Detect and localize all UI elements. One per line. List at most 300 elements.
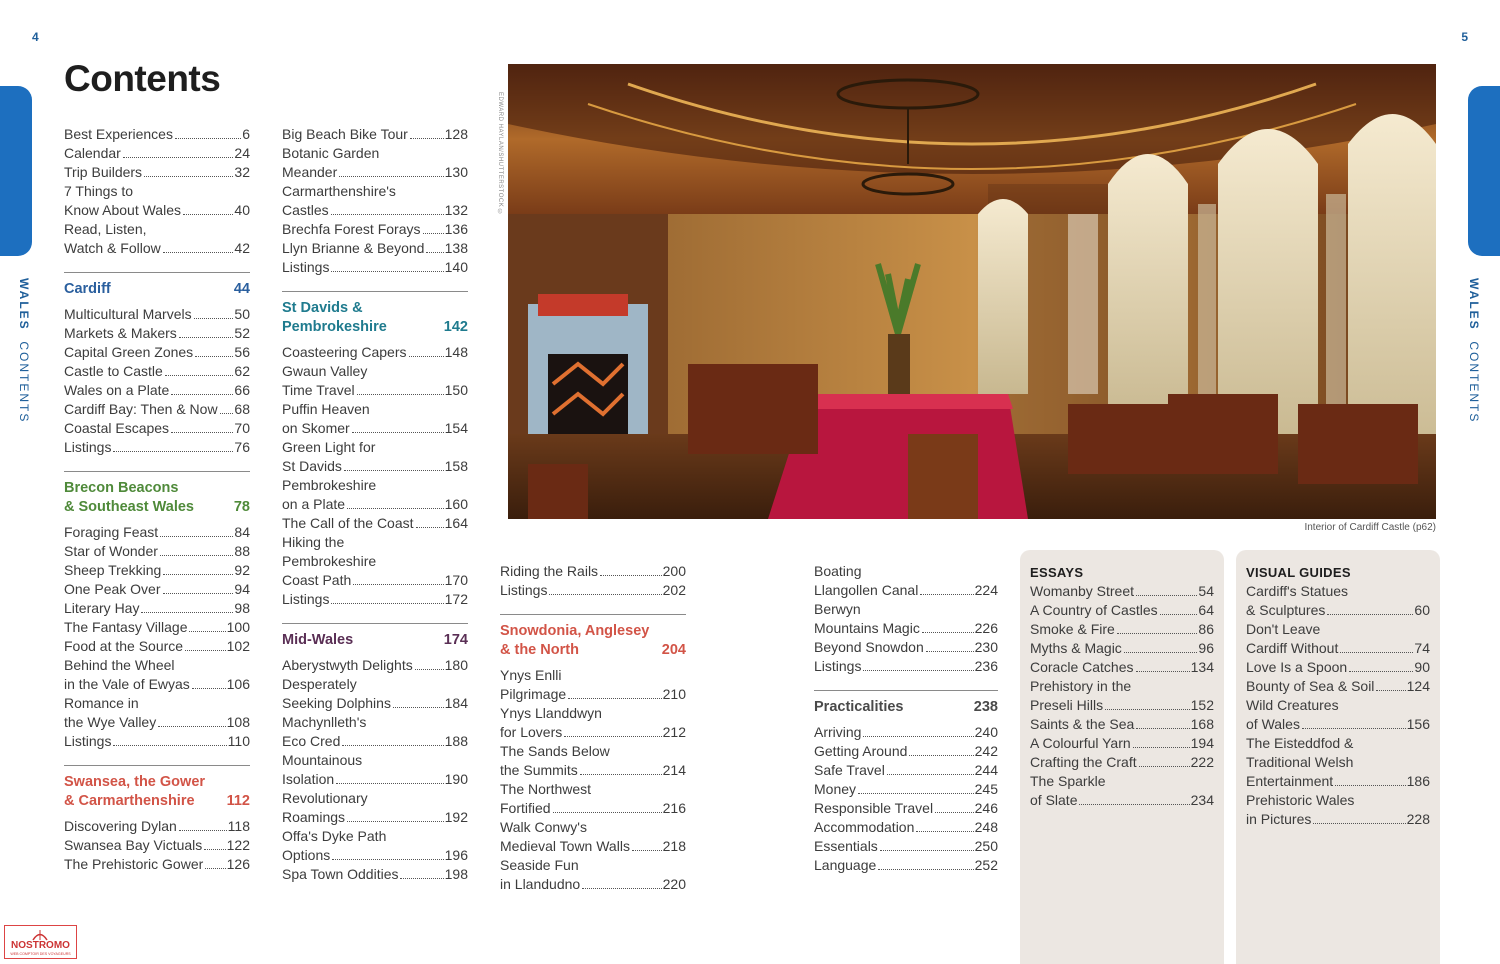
section-title: Practicalities — [814, 699, 904, 715]
toc-entry-line: Gwaun Valley — [282, 363, 368, 379]
toc-page-number: 148 — [444, 344, 468, 360]
toc-entry-line: The Eisteddfod & — [1246, 735, 1354, 751]
dot-leader — [339, 176, 443, 177]
toc-entry-title: Pilgrimage — [500, 686, 567, 702]
dot-leader — [342, 745, 443, 746]
dot-leader — [568, 698, 662, 699]
dot-leader — [863, 670, 973, 671]
toc-entry[interactable] — [64, 324, 250, 343]
toc-entry[interactable] — [500, 837, 686, 856]
section-title-row — [500, 622, 686, 641]
toc-page-number: 66 — [234, 382, 250, 398]
cardiff-castle-photo — [508, 64, 1436, 519]
toc-entry[interactable] — [64, 836, 250, 855]
visual-guides-list — [1246, 582, 1430, 829]
toc-entry-title: for Lovers — [500, 724, 563, 740]
toc-entry-title: Aberystwyth Delights — [282, 657, 413, 673]
dot-leader — [195, 356, 233, 357]
toc-page-number: 154 — [444, 420, 468, 436]
toc-entry[interactable] — [64, 732, 250, 751]
toc-entry[interactable] — [814, 761, 998, 780]
toc-entry[interactable] — [282, 846, 468, 865]
toc-entry[interactable] — [282, 656, 468, 675]
toc-entry-title: Listings — [282, 591, 330, 607]
toc-entry-line: The Sparkle — [1030, 773, 1106, 789]
toc-entry[interactable] — [1246, 810, 1430, 829]
toc-entry-title: Mountains Magic — [814, 620, 920, 636]
section-title-row — [64, 773, 250, 792]
dot-leader — [1105, 709, 1190, 710]
toc-entry[interactable] — [64, 561, 250, 580]
dot-leader — [1160, 614, 1198, 615]
toc-entry[interactable] — [64, 817, 250, 836]
toc-entry[interactable] — [282, 343, 468, 362]
section-title: Brecon Beacons — [64, 480, 179, 496]
toc-page-number: 252 — [974, 857, 998, 873]
toc-entry-title: Money — [814, 781, 857, 797]
dot-leader — [331, 271, 443, 272]
dot-leader — [332, 859, 443, 860]
toc-entry[interactable] — [64, 438, 250, 457]
toc-page-number: 96 — [1198, 640, 1214, 656]
toc-entry[interactable] — [814, 799, 998, 818]
toc-entry-title: Brechfa Forest Forays — [282, 221, 421, 237]
dot-leader — [926, 651, 974, 652]
dot-leader — [1349, 671, 1413, 672]
toc-entry[interactable] — [282, 732, 468, 751]
side-label-right — [1467, 278, 1481, 423]
toc-page-number: 150 — [444, 382, 468, 398]
toc-entry[interactable] — [814, 638, 998, 657]
toc-entry-title: of Wales — [1246, 716, 1300, 732]
toc-page-number: 100 — [226, 619, 250, 635]
toc-entry-title: Isolation — [282, 771, 335, 787]
toc-entry-title: Listings — [282, 259, 330, 275]
toc-page-number: 92 — [234, 562, 250, 578]
toc-entry[interactable] — [500, 562, 686, 581]
toc-entry-title: Sheep Trekking — [64, 562, 162, 578]
toc-entry-title: Getting Around — [814, 743, 908, 759]
dot-leader — [1124, 652, 1198, 653]
toc-entry[interactable] — [1030, 791, 1214, 810]
section-title-row — [282, 318, 468, 337]
toc-entry-title: Arriving — [814, 724, 862, 740]
toc-entry[interactable] — [1030, 715, 1214, 734]
toc-entry-title: Bounty of Sea & Soil — [1246, 678, 1375, 694]
page-number-left: 4 — [32, 30, 39, 44]
dot-leader — [423, 233, 444, 234]
section-heading[interactable] — [64, 765, 250, 811]
toc-page-number: 170 — [444, 572, 468, 588]
section-title: Cardiff — [64, 281, 111, 297]
toc-page-number: 226 — [974, 620, 998, 636]
section-title: & the North — [500, 642, 579, 658]
toc-page-number: 216 — [662, 800, 686, 816]
toc-page-number: 194 — [1190, 735, 1214, 751]
toc-entry-title: Safe Travel — [814, 762, 885, 778]
toc-entry[interactable] — [1246, 639, 1430, 658]
toc-page-number: 98 — [234, 600, 250, 616]
toc-page-number: 94 — [234, 581, 250, 597]
visual-guides-heading: VISUAL GUIDES — [1246, 565, 1351, 580]
toc-page-number: 228 — [1406, 811, 1430, 827]
section-title-row — [64, 498, 250, 517]
toc-page-number: 84 — [234, 524, 250, 540]
toc-entry-title: Listings — [64, 733, 112, 749]
toc-entry[interactable] — [1246, 658, 1430, 677]
dot-leader — [160, 555, 234, 556]
toc-entry-line: Mountainous — [282, 752, 363, 768]
toc-entry-title: Crafting the Craft — [1030, 754, 1137, 770]
toc-entry[interactable] — [1030, 620, 1214, 639]
toc-entry-title: The Call of the Coast — [282, 515, 414, 531]
dot-leader — [331, 603, 443, 604]
toc-entry-title: Coastal Escapes — [64, 420, 170, 436]
toc-entry-line: Offa's Dyke Path — [282, 828, 387, 844]
toc-entry[interactable] — [64, 343, 250, 362]
toc-page-number: 210 — [662, 686, 686, 702]
nostromo-logo — [4, 925, 77, 959]
toc-entry-title: Entertainment — [1246, 773, 1334, 789]
toc-page-number: 234 — [1190, 792, 1214, 808]
section-title-row — [64, 479, 250, 498]
toc-page-number: 180 — [444, 657, 468, 673]
section-heading[interactable] — [64, 272, 250, 299]
dot-leader — [415, 669, 444, 670]
toc-entry[interactable] — [1246, 715, 1430, 734]
toc-entry-title: on Skomer — [282, 420, 350, 436]
section-heading[interactable] — [64, 471, 250, 517]
toc-entry-title: Cardiff Without — [1246, 640, 1339, 656]
toc-entry[interactable] — [282, 125, 468, 144]
toc-entry-title: Womanby Street — [1030, 583, 1135, 599]
toc-page-number: 220 — [662, 876, 686, 892]
toc-page-number: 186 — [1406, 773, 1430, 789]
toc-entry-line: Pembrokeshire — [282, 553, 377, 569]
dot-leader — [1136, 728, 1189, 729]
toc-column-3 — [500, 562, 686, 894]
toc-entry-line: Romance in — [64, 695, 139, 711]
toc-entry[interactable] — [64, 144, 250, 163]
toc-entry-line: The Northwest — [500, 781, 592, 797]
toc-page-number: 88 — [234, 543, 250, 559]
toc-entry[interactable] — [64, 675, 250, 694]
toc-entry[interactable] — [500, 799, 686, 818]
toc-entry[interactable] — [64, 523, 250, 542]
toc-entry[interactable] — [500, 685, 686, 704]
toc-page-number: 52 — [234, 325, 250, 341]
side-label-left — [17, 278, 31, 423]
toc-section — [282, 291, 468, 609]
section-heading[interactable] — [500, 614, 686, 660]
toc-entry[interactable] — [1030, 658, 1214, 677]
section-page-number: 174 — [443, 632, 468, 648]
section-title-row — [814, 698, 998, 717]
toc-page-number: 62 — [234, 363, 250, 379]
toc-page-number: 190 — [444, 771, 468, 787]
section-heading[interactable] — [282, 291, 468, 337]
nostromo-logo-mark — [5, 926, 76, 958]
toc-entry[interactable] — [282, 865, 468, 884]
toc-entry[interactable] — [64, 239, 250, 258]
toc-entry[interactable] — [1030, 582, 1214, 601]
toc-entry-line: Seaside Fun — [500, 857, 579, 873]
toc-entry[interactable] — [1030, 601, 1214, 620]
toc-page-number: 90 — [1414, 659, 1430, 675]
toc-entry-title: Llangollen Canal — [814, 582, 919, 598]
toc-entry-line: Prehistoric Wales — [1246, 792, 1355, 808]
toc-entry-title: A Country of Castles — [1030, 602, 1158, 618]
dot-leader — [1136, 595, 1197, 596]
toc-entry-line: Traditional Welsh — [1246, 754, 1354, 770]
toc-entry[interactable] — [282, 457, 468, 476]
dot-leader — [165, 375, 234, 376]
toc-entry[interactable] — [814, 818, 998, 837]
dot-leader — [113, 745, 226, 746]
section-title-row — [282, 631, 468, 650]
dot-leader — [416, 527, 444, 528]
toc-entry[interactable] — [64, 542, 250, 561]
toc-entry-title: Essentials — [814, 838, 878, 854]
toc-entry-line: Read, Listen, — [64, 221, 147, 237]
toc-entry-title: St Davids — [282, 458, 342, 474]
toc-entry[interactable] — [64, 201, 250, 220]
toc-section — [64, 471, 250, 751]
toc-entry-line: Machynlleth's — [282, 714, 367, 730]
toc-entry-title: Wales on a Plate — [64, 382, 170, 398]
toc-page-number: 126 — [226, 856, 250, 872]
dot-leader — [189, 631, 225, 632]
toc-entry-line: Walk Conwy's — [500, 819, 587, 835]
toc-entry[interactable] — [814, 780, 998, 799]
toc-entry[interactable] — [1246, 601, 1430, 620]
toc-entry-title: Love Is a Spoon — [1246, 659, 1348, 675]
toc-page-number: 196 — [444, 847, 468, 863]
dot-leader — [920, 594, 973, 595]
toc-entry[interactable] — [282, 808, 468, 827]
dot-leader — [160, 536, 233, 537]
toc-entry-title: Listings — [64, 439, 112, 455]
dot-leader — [331, 214, 444, 215]
toc-entry[interactable] — [814, 837, 998, 856]
toc-entry[interactable] — [64, 163, 250, 182]
toc-entry-title: Castle to Castle — [64, 363, 163, 379]
toc-entry[interactable] — [64, 400, 250, 419]
toc-entry-title: Coast Path — [282, 572, 352, 588]
toc-entry-line: Boating — [814, 563, 862, 579]
toc-entry[interactable] — [282, 770, 468, 789]
toc-entry[interactable] — [64, 362, 250, 381]
toc-entry[interactable] — [1030, 753, 1214, 772]
dot-leader — [1139, 766, 1190, 767]
toc-entry-line: Berwyn — [814, 601, 861, 617]
side-label-rest: CONTENTS — [17, 341, 31, 424]
toc-entry[interactable] — [282, 381, 468, 400]
toc-entry[interactable] — [282, 258, 468, 277]
section-page-number: 142 — [443, 319, 468, 335]
toc-entry[interactable] — [282, 590, 468, 609]
toc-page-number: 40 — [234, 202, 250, 218]
toc-entry[interactable] — [64, 305, 250, 324]
toc-entry[interactable] — [1246, 677, 1430, 696]
toc-page-number: 74 — [1414, 640, 1430, 656]
toc-entry-line: Don't Leave — [1246, 621, 1321, 637]
toc-entry-title: Star of Wonder — [64, 543, 158, 559]
toc-entry[interactable] — [282, 495, 468, 514]
toc-entry-title: Preseli Hills — [1030, 697, 1104, 713]
toc-page-number: 156 — [1406, 716, 1430, 732]
toc-section — [814, 690, 998, 875]
dot-leader — [580, 774, 662, 775]
toc-entry[interactable] — [64, 580, 250, 599]
toc-entry[interactable] — [814, 856, 998, 875]
dot-leader — [863, 736, 973, 737]
toc-entry[interactable] — [282, 220, 468, 239]
dot-leader — [1136, 671, 1190, 672]
toc-entry[interactable] — [500, 875, 686, 894]
toc-entry-title: Accommodation — [814, 819, 915, 835]
toc-entry-line: Green Light for — [282, 439, 376, 455]
toc-page-number: 24 — [234, 145, 250, 161]
toc-page-number: 212 — [662, 724, 686, 740]
toc-entry-title: Coasteering Capers — [282, 344, 407, 360]
toc-entry-title: The Fantasy Village — [64, 619, 188, 635]
toc-page-number: 246 — [974, 800, 998, 816]
dot-leader — [549, 594, 661, 595]
toc-page-number: 110 — [227, 733, 250, 749]
page-title: Contents — [64, 58, 221, 99]
toc-page-number: 130 — [444, 164, 468, 180]
toc-entry-title: Foraging Feast — [64, 524, 159, 540]
dot-leader — [183, 214, 233, 215]
toc-page-number: 158 — [444, 458, 468, 474]
toc-entry-title: Responsible Travel — [814, 800, 934, 816]
toc-section — [64, 272, 250, 457]
section-heading[interactable] — [282, 623, 468, 650]
toc-entry-title: the Wye Valley — [64, 714, 157, 730]
toc-entry[interactable] — [282, 163, 468, 182]
toc-entry[interactable] — [282, 694, 468, 713]
toc-page-number: 242 — [974, 743, 998, 759]
toc-page-number: 160 — [444, 496, 468, 512]
toc-page-number: 134 — [1190, 659, 1214, 675]
toc-page-number: 42 — [234, 240, 250, 256]
dot-leader — [1133, 747, 1190, 748]
toc-entry[interactable] — [814, 619, 998, 638]
toc-entry[interactable] — [282, 571, 468, 590]
dot-leader — [344, 470, 444, 471]
dot-leader — [192, 688, 226, 689]
toc-section — [500, 614, 686, 894]
toc-entry[interactable] — [64, 599, 250, 618]
dot-leader — [426, 252, 443, 253]
dot-leader — [352, 432, 444, 433]
toc-entry[interactable] — [1246, 772, 1430, 791]
dot-leader — [353, 584, 443, 585]
toc-entry[interactable] — [814, 657, 998, 676]
toc-entry[interactable] — [1030, 696, 1214, 715]
toc-page-number: 108 — [226, 714, 250, 730]
toc-page-number: 184 — [444, 695, 468, 711]
toc-entry-title: Options — [282, 847, 331, 863]
toc-entry[interactable] — [282, 419, 468, 438]
toc-page-number: 106 — [226, 676, 250, 692]
toc-entry[interactable] — [64, 713, 250, 732]
section-page-number: 238 — [973, 699, 998, 715]
toc-page-number: 236 — [974, 658, 998, 674]
toc-entry-title: A Colourful Yarn — [1030, 735, 1131, 751]
toc-entry[interactable] — [282, 514, 468, 533]
section-heading[interactable] — [814, 690, 998, 717]
toc-entry-title: Listings — [500, 582, 548, 598]
toc-entry[interactable] — [64, 125, 250, 144]
toc-entry-title: in the Vale of Ewyas — [64, 676, 190, 692]
photo-credit: EDWARD HAYLAN/SHUTTERSTOCK © — [497, 92, 503, 216]
toc-page-number: 172 — [444, 591, 468, 607]
toc-entry-title: of Slate — [1030, 792, 1078, 808]
toc-entry[interactable] — [814, 723, 998, 742]
toc-entry[interactable] — [282, 201, 468, 220]
toc-entry-line: Behind the Wheel — [64, 657, 175, 673]
dot-leader — [632, 850, 662, 851]
toc-entry[interactable] — [64, 618, 250, 637]
toc-entry-title: Language — [814, 857, 877, 873]
toc-entry-title: Smoke & Fire — [1030, 621, 1115, 637]
dot-leader — [582, 888, 661, 889]
dot-leader — [141, 612, 233, 613]
section-page-number: 204 — [661, 642, 686, 658]
dot-leader — [171, 432, 233, 433]
dot-leader — [1079, 804, 1189, 805]
toc-entry[interactable] — [500, 761, 686, 780]
essays-heading: ESSAYS — [1030, 565, 1084, 580]
toc-entry[interactable] — [814, 742, 998, 761]
toc-entry[interactable] — [814, 581, 998, 600]
toc-page-number: 76 — [234, 439, 250, 455]
toc-entry[interactable] — [64, 381, 250, 400]
toc-entry[interactable] — [64, 637, 250, 656]
toc-entry-line: Ynys Llanddwyn — [500, 705, 602, 721]
section-title-row — [64, 280, 250, 299]
toc-entry[interactable] — [64, 855, 250, 874]
right-edge-tab — [1468, 86, 1500, 256]
toc-page-number: 138 — [444, 240, 468, 256]
toc-entry[interactable] — [1030, 639, 1214, 658]
toc-entry[interactable] — [282, 239, 468, 258]
dot-leader — [878, 869, 973, 870]
section-page-number: 112 — [226, 793, 250, 809]
dot-leader — [357, 394, 444, 395]
section-title: & Southeast Wales — [64, 499, 194, 515]
toc-entry-title: & Sculptures — [1246, 602, 1326, 618]
toc-entry[interactable] — [500, 581, 686, 600]
toc-page-number: 164 — [444, 515, 468, 531]
toc-entry-line: 7 Things to — [64, 183, 134, 199]
toc-entry[interactable] — [1030, 734, 1214, 753]
dot-leader — [410, 138, 444, 139]
toc-page-number: 224 — [974, 582, 998, 598]
dot-leader — [163, 593, 234, 594]
toc-entry-title: Time Travel — [282, 382, 355, 398]
logo-text: NOSTROMO — [11, 940, 70, 951]
dot-leader — [393, 707, 444, 708]
toc-page-number: 60 — [1414, 602, 1430, 618]
toc-entry-title: Llyn Brianne & Beyond — [282, 240, 425, 256]
toc-entry-title: Castles — [282, 202, 329, 218]
toc-entry[interactable] — [64, 419, 250, 438]
toc-entry[interactable] — [500, 723, 686, 742]
toc-entry-title: the Summits — [500, 762, 578, 778]
